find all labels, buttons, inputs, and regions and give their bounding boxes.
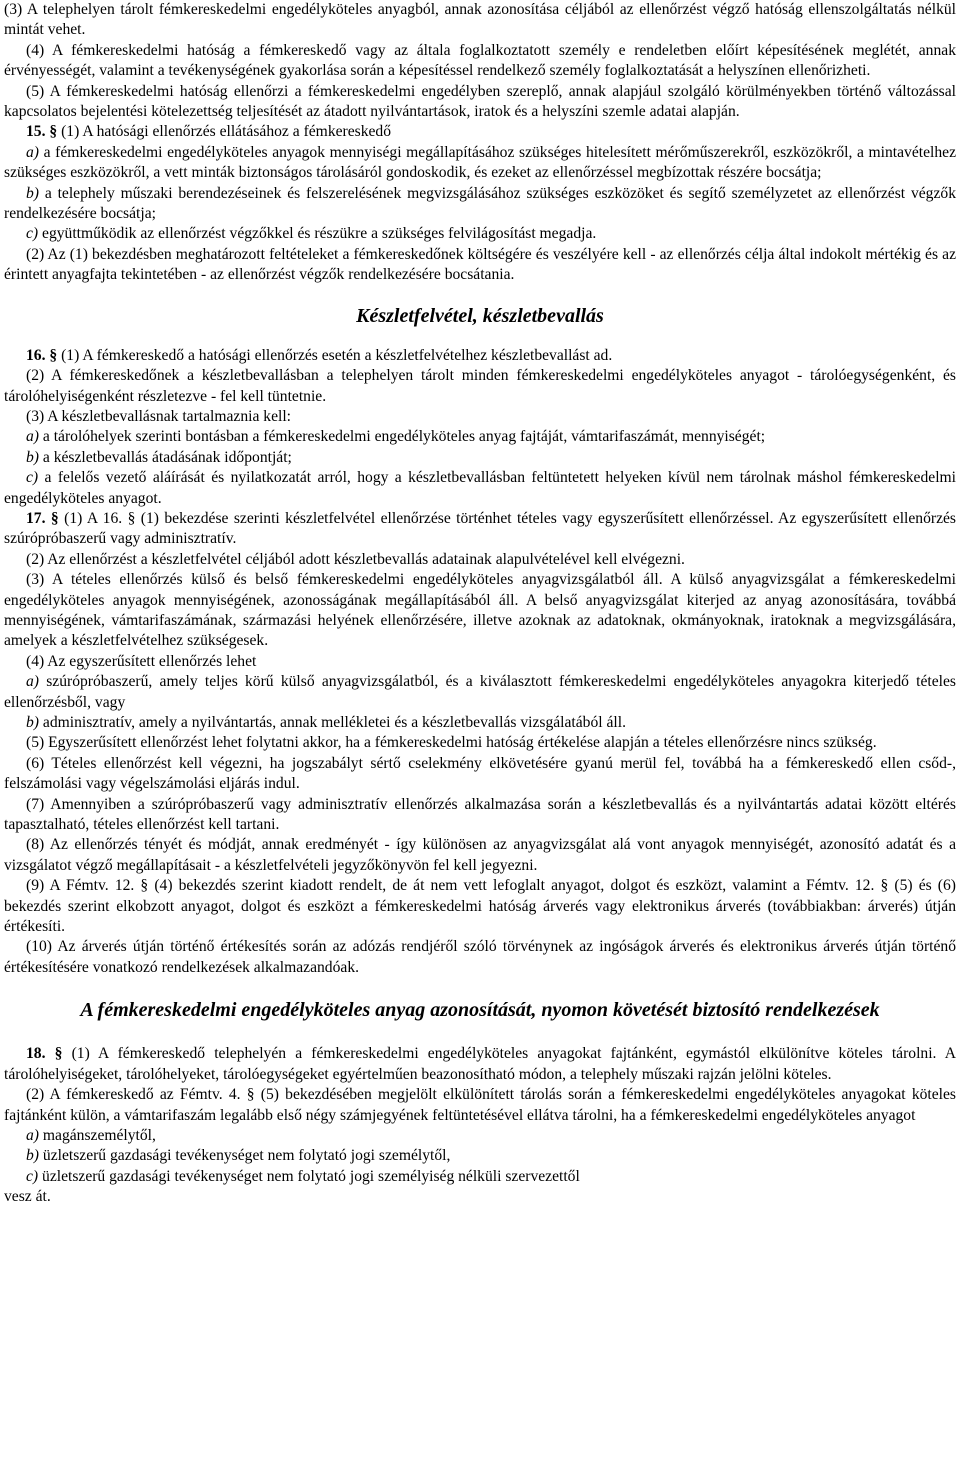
section-17-point-b: b) adminisztratív, amely a nyilvántartás, annak mellékletei és a készletbevallás vizsgálatából áll. bbox=[26, 714, 626, 731]
paragraph-14-4: (4) A fémkereskedelmi hatóság a fémkereskedő vagy az általa foglalkoztatott személy e rendeletben előírt képesítésének meglétét, annak érvényességét, valamint a tevékenységének gyakorlása során a képesítéssel rendelkező személy foglalkoztatását a helyszínen ellenőrizheti. bbox=[4, 41, 956, 80]
section-18-tail: vesz át. bbox=[4, 1188, 51, 1206]
section-15-point-b: b) a telephely műszaki berendezéseinek és felszerelésének megvizsgálásához szükséges eszközöket és segítő személyzetet az ellenőrzést végzők rendelkezésére bocsátja; bbox=[4, 184, 956, 223]
section-16-point-c: c) a felelős vezető aláírását és nyilatkozatát arról, hogy a készletbevallásban feltüntetett helyeken kívül nem tárolnak máshol fémkereskedelmi engedélyköteles anyagot. bbox=[4, 469, 956, 507]
section-18-intro: 18. § (1) A fémkereskedő telephelyén a fémkereskedelmi engedélyköteles anyagokat fajtánként, egymástól elkülönítve köteles tárolni. A tárolóhelyiségeket, tárolóhelyeket, tárolóegységeket egyértelműen beazonosítható módon, a telephely műszaki rajzán jelölni köteles. bbox=[4, 1045, 956, 1083]
section-15-point-c: c) együttműködik az ellenőrzést végzőkkel és részükre a szükséges felvilágosítást megadja. bbox=[26, 225, 597, 243]
paragraph-14-5: (5) A fémkereskedelmi hatóság ellenőrzi a fémkereskedelmi engedélyben szereplő, annak alapjául szolgáló körülményekben történő változással kapcsolatos bejelentési kötelezettség teljesítését az átadott nyilvántartások, iratok és a helyszíni szemle adatai alapján. bbox=[4, 82, 956, 121]
section-17-paragraph-6: (6) Tételes ellenőrzést kell végezni, ha jogszabályt sértő cselekmény elkövetésére gyanú merül fel, továbbá ha a fémkereskedő ellen csőd-, felszámolási vagy végelszámolási eljárás indul. bbox=[4, 754, 956, 793]
section-16-paragraph-2: (2) A fémkereskedőnek a készletbevallásban a telephelyen tárolt minden fémkereskedelmi engedélyköteles anyagot - tárolóegységenként, és tárolóhelyiségenként részletezve - fel kell tüntetnie. bbox=[4, 367, 956, 405]
section-15-intro: 15. § (1) A hatósági ellenőrzés ellátásához a fémkereskedő bbox=[26, 123, 392, 141]
section-sign: § bbox=[49, 123, 58, 141]
section-16-point-b: b) a készletbevallás átadásának időpontját; bbox=[26, 448, 292, 466]
section-16-intro: 16. § (1) A fémkereskedő a hatósági ellenőrzés esetén a készletfelvételhez készletbevallást ad. bbox=[26, 346, 613, 364]
section-17-paragraph-8: (8) Az ellenőrzés tényét és módját, annak eredményét - így különösen az anyagvizsgálat alá vont anyagok mennyiségét, azonosító adatát és a vizsgálatot végző megállapításait - a készletfelvételi jegyzőkönyvön fel kell jegyezni. bbox=[4, 836, 956, 874]
section-17-paragraph-3: (3) A tételes ellenőrzés külső és belső fémkereskedelmi engedélyköteles anyagvizsgálatból áll. A külső anyagvizsgálat a fémkereskedelmi engedélyköteles anyagok mennyiségének, azonosságának megállapításából áll. A belső anyagvizsgálat kiterjed az anyag azonosítására, továbbá mennyiségének, vámtarifaszámának, származási helyének ellenőrzésére, illetve azoknak az adatoknak, okmányoknak, iratoknak a megvizsgálására, amelyek a készletfelvételhez szükségesek. bbox=[4, 571, 956, 650]
paragraph-14-3: (3) A telephelyen tárolt fémkereskedelmi engedélyköteles anyagból, annak azonosítása céljából az ellenőrzést végző hatóság ellenszolgáltatás nélkül mintát vehet. bbox=[4, 1, 956, 39]
section-17-paragraph-9: (9) A Fémtv. 12. § (4) bekezdés szerint kiadott rendelt, de át nem vett lefoglalt anyagot, dolgot és eszközt, valamint a Fémtv. 12. § (5) és (6) bekezdés szerint elkobzott anyagot, dolgot és eszközt a fémkereskedelmi hatóság árverés vagy elektronikus árverés (továbbiakban: árverés) útján értékesíti. bbox=[4, 877, 956, 936]
section-17-point-a: a) szúrópróbaszerű, amely teljes körű külső anyagvizsgálatból, és a kiválasztott fémkereskedelmi engedélyköteles anyagokra kiterjedő tételes ellenőrzésből, vagy bbox=[4, 673, 956, 711]
section-15-paragraph-2: (2) Az (1) bekezdésben meghatározott feltételeket a fémkereskedőnek költségére és veszélyére kell - az ellenőrzés célja által indokolt mértékig és az érintett anyagfajta tekintetében - az ellenőrzést végzők rendelkezésére bocsátania. bbox=[4, 245, 956, 284]
section-18-paragraph-2: (2) A fémkereskedő az Fémtv. 4. § (5) bekezdésében megjelölt elkülönített tárolás során a fémkereskedelmi engedélyköteles anyagokat köteles fajtánként külön, a vámtarifaszám legalább első négy számjegyének feltüntetésével ellátva tárolni, ha a fémkereskedelmi engedélyköteles anyagot bbox=[4, 1086, 956, 1124]
section-16-point-a: a) a tárolóhelyek szerinti bontásban a fémkereskedelmi engedélyköteles anyag fajtáját, vámtarifaszámát, mennyiségét; bbox=[26, 428, 766, 446]
section-heading-identification: A fémkereskedelmi engedélyköteles anyag azonosítását, nyomon követését biztosító rendelkezések bbox=[80, 999, 880, 1022]
section-18-point-a: a) magánszemélytől, bbox=[26, 1126, 156, 1144]
section-16-paragraph-3: (3) A készletbevallásnak tartalmaznia kell: bbox=[26, 407, 291, 425]
section-17-paragraph-10: (10) Az árverés útján történő értékesítés során az adózás rendjéről szóló törvénynek az ingóságok árverés és elektronikus árverés útján történő értékesítésére vonatkozó rendelkezések alkalmazandóak. bbox=[4, 938, 956, 976]
section-17-paragraph-5: (5) Egyszerűsített ellenőrzést lehet folytatni akkor, ha a fémkereskedelmi hatóság értékelése alapján a tételes ellenőrzésre nincs szükség. bbox=[26, 734, 877, 752]
section-17-paragraph-7: (7) Amennyiben a szúrópróbaszerű vagy adminisztratív ellenőrzés alkalmazása során a készletbevallás és a nyilvántartás adatai között eltérés tapasztalható, tételes ellenőrzést kell tartani. bbox=[4, 795, 956, 834]
section-heading-inventory: Készletfelvétel, készletbevallás bbox=[356, 304, 604, 327]
section-17-paragraph-2: (2) Az ellenőrzést a készletfelvétel céljából adott készletbevallás adatainak alapulvételével kell elvégezni. bbox=[26, 550, 685, 568]
section-18-point-c: c) üzletszerű gazdasági tevékenységet nem folytató jogi személyiség nélküli szervezettől bbox=[26, 1167, 580, 1185]
section-15-point-a: a) a fémkereskedelmi engedélyköteles anyagok mennyiségi megállapításához szükséges hitelesített mérőműszerekről, eszközökről, a mintavételhez szükséges eszközökről, a vett minták biztonságos tárolásáról gondoskodik, és ezeket az ellenőrzéssel megbízottak részére bocsátja; bbox=[4, 143, 956, 182]
section-17-intro: 17. § (1) A 16. § (1) bekezdése szerinti készletfelvétel ellenőrzése történhet tételes vagy egyszerűsített ellenőrzéssel. Az egyszerűsített ellenőrzés szúrópróbaszerű vagy adminisztratív. bbox=[4, 509, 956, 548]
section-17-paragraph-4: (4) Az egyszerűsített ellenőrzés lehet bbox=[26, 652, 257, 670]
section-18-point-b: b) üzletszerű gazdasági tevékenységet nem folytató jogi személytől, bbox=[26, 1147, 451, 1165]
section-number: 15. bbox=[26, 123, 46, 141]
